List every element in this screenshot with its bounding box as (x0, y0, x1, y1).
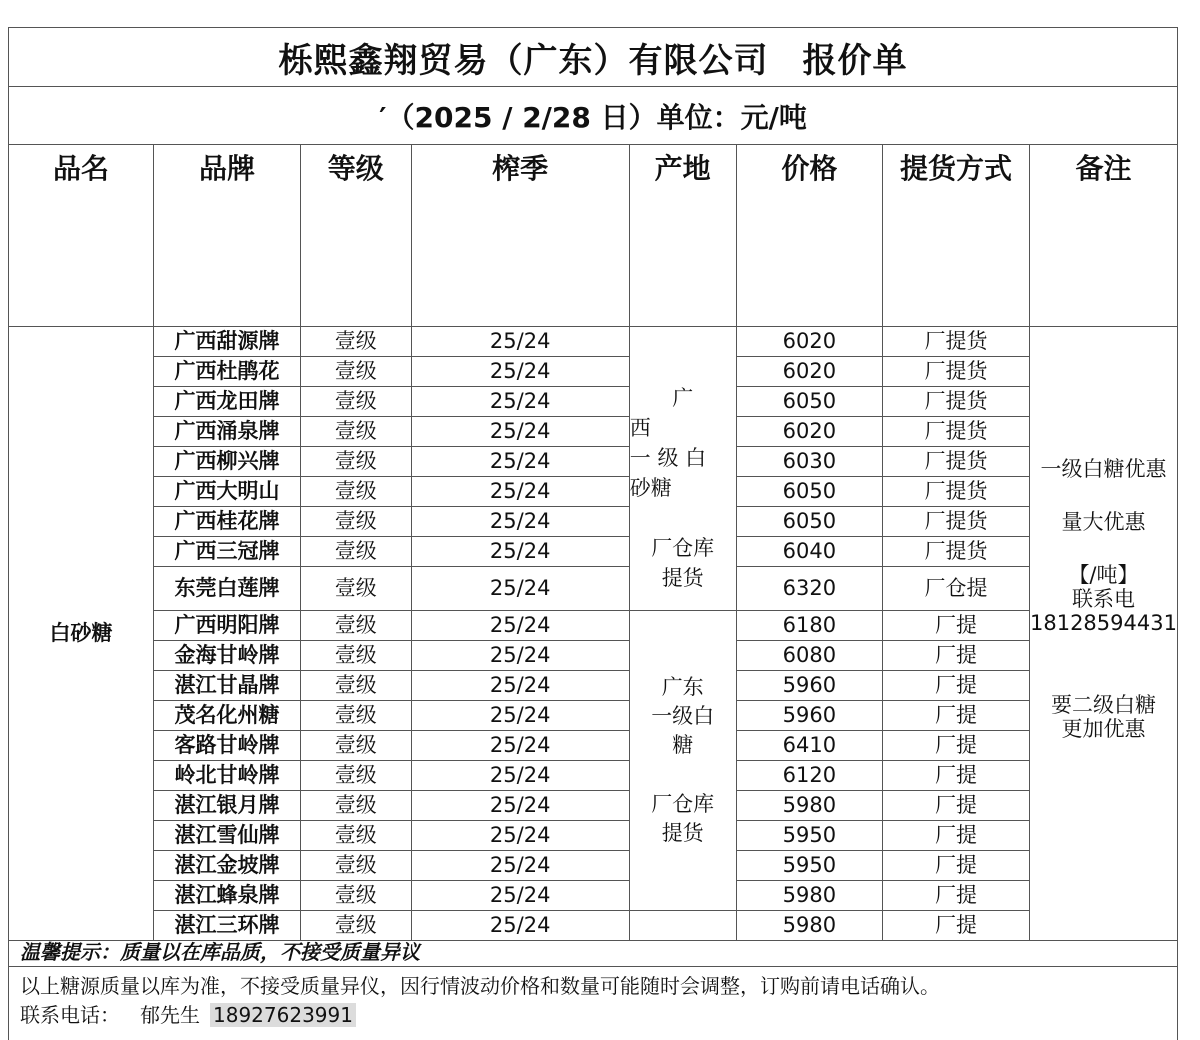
grade-cell: 壹级 (300, 910, 411, 940)
company-name: 栎熙鑫翔贸易（广东）有限公司 (278, 40, 769, 81)
remarks-cell (1029, 326, 1177, 940)
brand-cell: 广西涌泉牌 (154, 416, 301, 446)
price-cell: 5950 (736, 820, 883, 850)
origin-text: 厂仓库 (651, 535, 715, 560)
pickup-cell: 厂提货 (883, 536, 1030, 566)
pickup-cell: 厂提 (883, 670, 1030, 700)
table-row (9, 536, 1177, 566)
price-cell: 6020 (736, 416, 883, 446)
season-cell: 25/24 (411, 730, 629, 760)
table-row (9, 880, 1177, 910)
table-row (9, 566, 1177, 610)
price-cell: 6040 (736, 536, 883, 566)
grade-cell: 壹级 (300, 760, 411, 790)
price-cell: 6050 (736, 476, 883, 506)
document-title (9, 28, 1177, 87)
price-cell: 6180 (736, 610, 883, 640)
price-cell: 6030 (736, 446, 883, 476)
brand-cell: 广西大明山 (154, 476, 301, 506)
remark-line: 【/吨】 (1068, 562, 1139, 587)
header-product: 品名 (9, 145, 154, 326)
contact-label: 联系电话： (20, 1003, 120, 1027)
table-row (9, 760, 1177, 790)
price-cell: 5980 (736, 790, 883, 820)
season-cell: 25/24 (411, 416, 629, 446)
table-row (9, 356, 1177, 386)
season-cell: 25/24 (411, 850, 629, 880)
table-row (9, 700, 1177, 730)
season-cell: 25/24 (411, 670, 629, 700)
pickup-cell: 厂提 (883, 910, 1030, 940)
price-cell: 6020 (736, 326, 883, 356)
brand-cell: 广西龙田牌 (154, 386, 301, 416)
table-row (9, 910, 1177, 940)
remark-line: 量大优惠 (1061, 509, 1146, 534)
season-cell: 25/24 (411, 506, 629, 536)
header-origin: 产地 (629, 145, 736, 326)
origin-text: 厂仓库 (651, 791, 715, 816)
brand-cell: 湛江甘晶牌 (154, 670, 301, 700)
brand-cell: 东莞白莲牌 (154, 566, 301, 610)
grade-cell: 壹级 (300, 610, 411, 640)
brand-cell: 广西三冠牌 (154, 536, 301, 566)
season-cell: 25/24 (411, 476, 629, 506)
warning-tip: 温馨提示：质量以在库品质，不接受质量异议 (9, 937, 1177, 967)
quote-sheet (8, 27, 1178, 1040)
season-cell: 25/24 (411, 356, 629, 386)
brand-cell: 湛江银月牌 (154, 790, 301, 820)
price-cell: 6320 (736, 566, 883, 610)
pickup-cell: 厂提 (883, 610, 1030, 640)
pickup-cell: 厂提货 (883, 476, 1030, 506)
pickup-cell: 厂提 (883, 880, 1030, 910)
price-cell: 6020 (736, 356, 883, 386)
table-row (9, 506, 1177, 536)
contact-phone[interactable]: 18927623991 (210, 1003, 356, 1027)
season-cell: 25/24 (411, 640, 629, 670)
pickup-cell: 厂提货 (883, 416, 1030, 446)
grade-cell: 壹级 (300, 386, 411, 416)
table-row (9, 326, 1177, 356)
table-row (9, 610, 1177, 640)
table-row (9, 416, 1177, 446)
season-cell: 25/24 (411, 790, 629, 820)
origin-text: 西 (629, 415, 651, 440)
header-brand: 品牌 (154, 145, 301, 326)
table-row (9, 640, 1177, 670)
grade-cell: 壹级 (300, 700, 411, 730)
pickup-cell: 厂提 (883, 700, 1030, 730)
season-cell: 25/24 (411, 536, 629, 566)
origin-text: 糖 (672, 732, 694, 757)
document-type: 报价单 (802, 40, 908, 81)
brand-cell: 广西明阳牌 (154, 610, 301, 640)
grade-cell: 壹级 (300, 506, 411, 536)
season-cell: 25/24 (411, 910, 629, 940)
origin-guangdong-cell (629, 610, 736, 910)
brand-cell: 湛江金坡牌 (154, 850, 301, 880)
header-grade: 等级 (300, 145, 411, 326)
price-cell: 5950 (736, 850, 883, 880)
brand-cell: 广西杜鹃花 (154, 356, 301, 386)
table-row (9, 730, 1177, 760)
season-cell: 25/24 (411, 446, 629, 476)
brand-cell: 湛江三环牌 (154, 910, 301, 940)
grade-cell: 壹级 (300, 850, 411, 880)
season-cell: 25/24 (411, 566, 629, 610)
origin-text: 一级白 (651, 703, 715, 728)
brand-cell: 广西柳兴牌 (154, 446, 301, 476)
grade-cell: 壹级 (300, 730, 411, 760)
table-row (9, 820, 1177, 850)
origin-text: 砂糖 (629, 475, 672, 500)
brand-cell: 湛江雪仙牌 (154, 820, 301, 850)
footer-text: 以上糖源质量以库为准，不接受质量异仪，因行情波动价格和数量可能随时会调整，订购前请电话确认。 (20, 974, 940, 998)
grade-cell: 壹级 (300, 880, 411, 910)
season-cell: 25/24 (411, 610, 629, 640)
grade-cell: 壹级 (300, 356, 411, 386)
price-cell: 6050 (736, 386, 883, 416)
grade-cell: 壹级 (300, 640, 411, 670)
table-row (9, 446, 1177, 476)
product-name-cell: 白砂糖 (9, 326, 154, 940)
header-remarks: 备注 (1029, 145, 1177, 326)
header-row (9, 145, 1177, 326)
price-cell: 6410 (736, 730, 883, 760)
season-cell: 25/24 (411, 880, 629, 910)
brand-cell: 广西桂花牌 (154, 506, 301, 536)
price-cell: 6050 (736, 506, 883, 536)
pickup-cell: 厂提货 (883, 356, 1030, 386)
brand-cell: 客路甘岭牌 (154, 730, 301, 760)
grade-cell: 壹级 (300, 536, 411, 566)
grade-cell: 壹级 (300, 566, 411, 610)
origin-text: 广 (672, 385, 694, 410)
price-cell: 6120 (736, 760, 883, 790)
date-unit-line: ′（2025 / 2/28 日）单位：元/吨 (9, 87, 1177, 145)
grade-cell: 壹级 (300, 416, 411, 446)
brand-cell: 广西甜源牌 (154, 326, 301, 356)
footer (20, 972, 940, 1030)
remark-line: 更加优惠 (1061, 716, 1146, 741)
price-table (9, 145, 1177, 941)
pickup-cell: 厂提 (883, 760, 1030, 790)
table-row (9, 850, 1177, 880)
header-pickup: 提货方式 (883, 145, 1030, 326)
season-cell: 25/24 (411, 820, 629, 850)
season-cell: 25/24 (411, 700, 629, 730)
pickup-cell: 厂仓提 (883, 566, 1030, 610)
origin-text: 提货 (661, 565, 704, 590)
price-cell: 5980 (736, 910, 883, 940)
origin-text: 一 级 白 (629, 445, 707, 470)
pickup-cell: 厂提 (883, 730, 1030, 760)
contact-name: 郁先生 (140, 1003, 200, 1027)
grade-cell: 壹级 (300, 326, 411, 356)
grade-cell: 壹级 (300, 820, 411, 850)
contact-line (20, 1001, 940, 1030)
pickup-cell: 厂提 (883, 790, 1030, 820)
price-cell: 6080 (736, 640, 883, 670)
price-cell: 5980 (736, 880, 883, 910)
brand-cell: 茂名化州糖 (154, 700, 301, 730)
pickup-cell: 厂提 (883, 640, 1030, 670)
table-row (9, 790, 1177, 820)
origin-empty-cell (629, 910, 736, 940)
table-row (9, 386, 1177, 416)
table-row (9, 476, 1177, 506)
price-cell: 5960 (736, 670, 883, 700)
grade-cell: 壹级 (300, 790, 411, 820)
brand-cell: 岭北甘岭牌 (154, 760, 301, 790)
remark-line: 联系电 (1071, 586, 1135, 611)
grade-cell: 壹级 (300, 446, 411, 476)
header-season: 榨季 (411, 145, 629, 326)
pickup-cell: 厂提货 (883, 446, 1030, 476)
pickup-cell: 厂提货 (883, 506, 1030, 536)
grade-cell: 壹级 (300, 670, 411, 700)
pickup-cell: 厂提货 (883, 326, 1030, 356)
origin-text: 提货 (661, 820, 704, 845)
remark-line: 要二级白糖 (1050, 692, 1156, 717)
pickup-cell: 厂提货 (883, 386, 1030, 416)
table-row (9, 670, 1177, 700)
pickup-cell: 厂提 (883, 820, 1030, 850)
pickup-cell: 厂提 (883, 850, 1030, 880)
remark-line: 18128594431 (1029, 610, 1177, 635)
brand-cell: 金海甘岭牌 (154, 640, 301, 670)
price-cell: 5960 (736, 700, 883, 730)
grade-cell: 壹级 (300, 476, 411, 506)
remark-line: 一级白糖优惠 (1040, 456, 1167, 481)
origin-guangxi-cell (629, 326, 736, 610)
origin-text: 广东 (661, 674, 704, 699)
season-cell: 25/24 (411, 760, 629, 790)
header-price: 价格 (736, 145, 883, 326)
season-cell: 25/24 (411, 326, 629, 356)
season-cell: 25/24 (411, 386, 629, 416)
brand-cell: 湛江蜂泉牌 (154, 880, 301, 910)
